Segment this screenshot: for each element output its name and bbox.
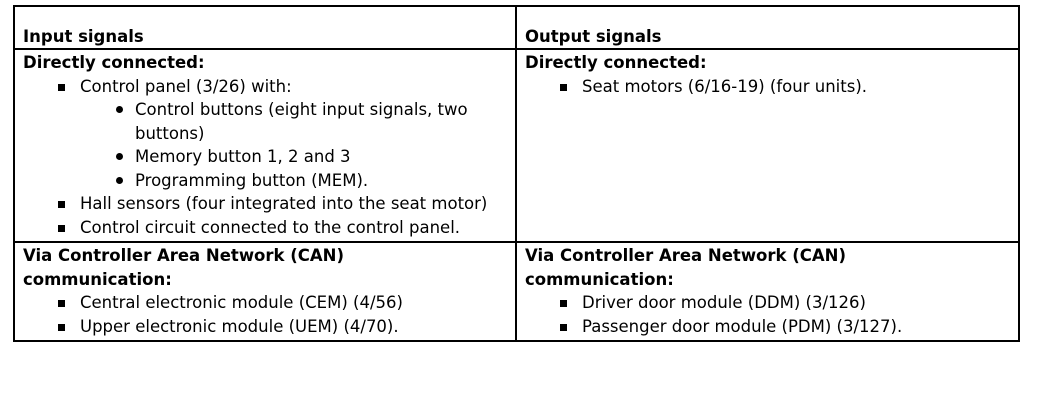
list-item: Control circuit connected to the control panel.: [23, 216, 507, 240]
list-item: Hall sensors (four integrated into the seat motor): [23, 192, 507, 216]
input-direct-cell: [14, 49, 516, 242]
output-can-heading: Via Controller Area Network (CAN) communication:: [525, 246, 847, 289]
output-direct-cell: [516, 49, 1019, 242]
list-item: Driver door module (DDM) (3/126): [525, 291, 1010, 315]
input-can-list: [23, 291, 507, 338]
list-item: Programming button (MEM).: [80, 169, 507, 193]
list-item: Seat motors (6/16-19) (four units).: [525, 75, 1010, 99]
header-input-signals: Input signals: [14, 6, 516, 49]
input-direct-list: [23, 75, 507, 240]
can-row: [14, 242, 1019, 341]
list-item: Passenger door module (PDM) (3/127).: [525, 315, 1010, 339]
control-panel-sublist: [80, 98, 507, 192]
header-row: [14, 6, 1019, 49]
list-item: Central electronic module (CEM) (4/56): [23, 291, 507, 315]
direct-row: [14, 49, 1019, 242]
input-direct-heading: Directly connected:: [23, 53, 205, 72]
list-item: Upper electronic module (UEM) (4/70).: [23, 315, 507, 339]
list-item: [23, 75, 507, 193]
header-output-signals: Output signals: [516, 6, 1019, 49]
input-can-heading: Via Controller Area Network (CAN) communication:: [23, 246, 345, 289]
output-can-cell: [516, 242, 1019, 341]
control-panel-label: Control panel (3/26) with:: [80, 76, 292, 96]
output-direct-list: [525, 75, 1010, 99]
signals-table: [13, 5, 1020, 342]
output-can-list: [525, 291, 1010, 338]
list-item: Memory button 1, 2 and 3: [80, 145, 507, 169]
output-direct-heading: Directly connected:: [525, 53, 707, 72]
list-item: Control buttons (eight input signals, two buttons): [80, 98, 507, 145]
input-can-cell: [14, 242, 516, 341]
